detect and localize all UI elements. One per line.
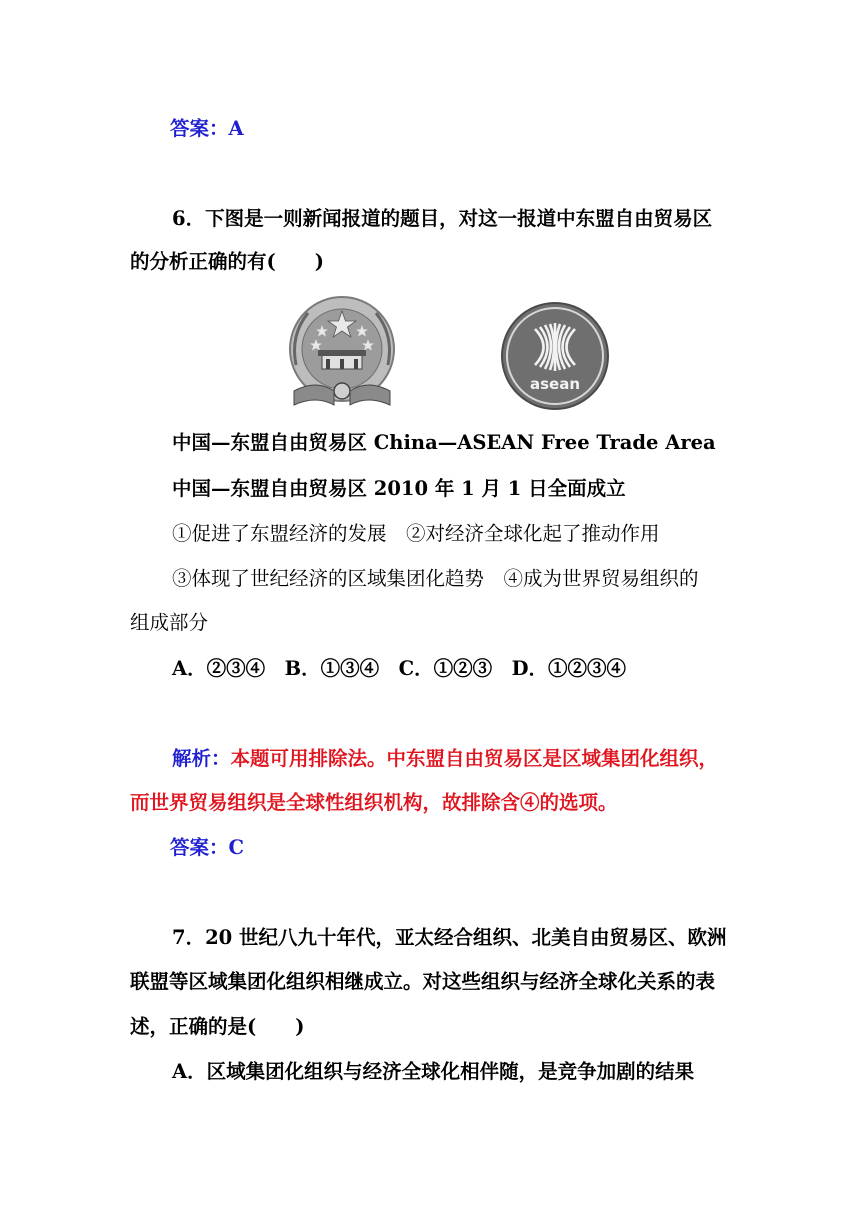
- answer-label: 答案：: [170, 117, 229, 140]
- q6-options-1-2: ①促进了东盟经济的发展 ②对经济全球化起了推动作用: [172, 522, 660, 545]
- asean-logo-graphic: [500, 301, 610, 411]
- q6-headline1: 中国—东盟自由贸易区 China—ASEAN Free Trade Area: [172, 431, 716, 454]
- china-emblem-image: [286, 295, 398, 411]
- answer-line: [170, 115, 244, 143]
- q6-stem-line2: 的分析正确的有( ): [130, 250, 324, 273]
- analysis-text-1: 本题可用排除法。中东盟自由贸易区是区域集团化组织，: [230, 747, 719, 770]
- q6-answer-line: [170, 834, 244, 862]
- analysis-label: 解析：: [172, 747, 231, 770]
- q6-options-3-4-cont: 组成部分: [130, 611, 209, 634]
- q6-choices: A．②③④ B．①③④ C．①②③ D．①②③④: [172, 657, 627, 680]
- q6-headline2: 中国—东盟自由贸易区 2010 年 1 月 1 日全面成立: [172, 477, 626, 500]
- q7-option-a: A．区域集团化组织与经济全球化相伴随，是竞争加剧的结果: [172, 1060, 695, 1083]
- asean-logo-image: [500, 301, 610, 411]
- answer-value: C: [228, 836, 245, 859]
- answer-value: A: [228, 117, 244, 140]
- q6-stem-line1: 6．下图是一则新闻报道的题目，对这一报道中东盟自由贸易区: [172, 207, 713, 230]
- answer-label: 答案：: [170, 836, 229, 859]
- q7-stem-line1: 7．20 世纪八九十年代，亚太经合组织、北美自由贸易区、欧洲: [172, 926, 727, 949]
- q6-analysis-line1: [172, 745, 718, 773]
- asean-logo-text: asean: [529, 375, 581, 393]
- q7-stem-line2: 联盟等区域集团化组织相继成立。对这些组织与经济全球化关系的表: [130, 970, 716, 993]
- q6-options-3-4: ③体现了世纪经济的区域集团化趋势 ④成为世界贸易组织的: [172, 567, 699, 590]
- q6-analysis-line2: 而世界贸易组织是全球性组织机构，故排除含④的选项。: [130, 791, 618, 814]
- q7-stem-line3: 述，正确的是( ): [130, 1015, 305, 1038]
